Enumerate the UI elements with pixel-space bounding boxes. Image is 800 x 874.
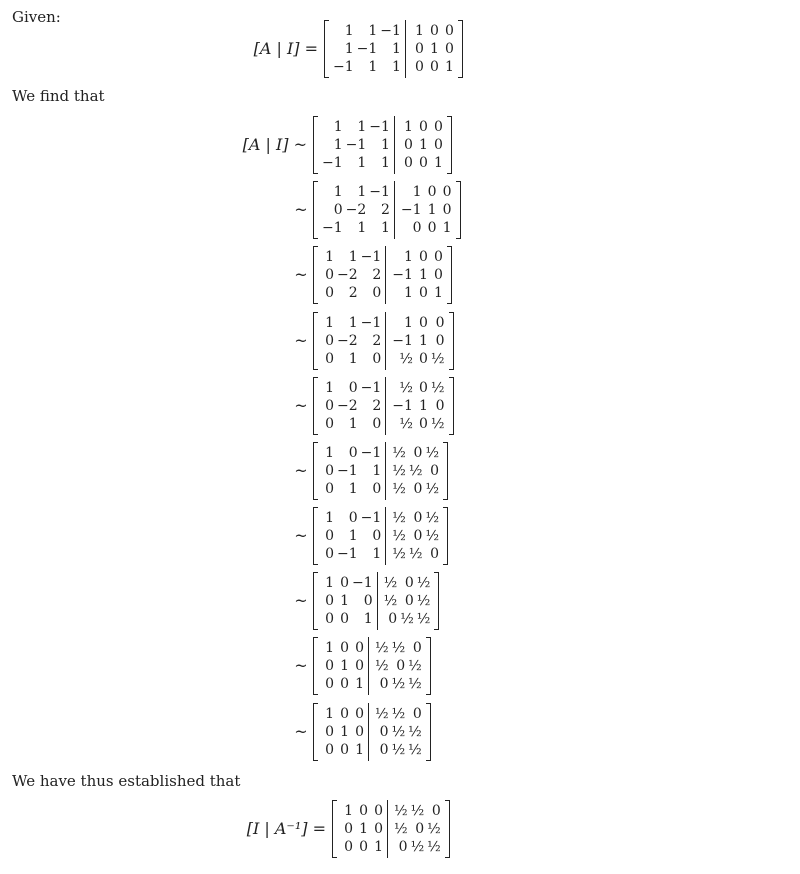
matrix-cell: 1 — [427, 202, 437, 218]
right-bracket — [447, 116, 452, 174]
augmented-matrix — [313, 246, 452, 304]
matrix-cell: 0 — [412, 640, 422, 656]
right-block — [386, 312, 448, 370]
matrix-cell: 0 — [412, 220, 422, 236]
left-block — [318, 246, 386, 304]
matrix-cell: 0 — [355, 658, 364, 674]
matrix-cell: ½ — [425, 481, 440, 497]
matrix-cell: ½ — [392, 463, 406, 479]
matrix-cell: ½ — [383, 593, 398, 609]
matrix-cell: ½ — [391, 640, 406, 656]
matrix-cell: 1 — [404, 315, 413, 331]
matrix-cell: 0 — [374, 803, 383, 819]
matrix-cell: 1 — [430, 41, 439, 57]
matrix-cell: 0 — [431, 803, 441, 819]
right-bracket — [458, 20, 463, 78]
matrix-cell: −1 — [337, 463, 358, 479]
equation-lhs: [I | A⁻¹] = — [246, 819, 326, 838]
matrix-cell: 0 — [442, 184, 452, 200]
matrix-cell: 0 — [372, 481, 382, 497]
matrix-cell: −1 — [322, 220, 343, 236]
matrix-cell: 2 — [372, 333, 382, 349]
matrix-cell: ½ — [394, 821, 408, 837]
matrix-cell: ½ — [410, 803, 425, 819]
matrix-cell: ½ — [416, 575, 431, 591]
matrix-cell: 0 — [419, 285, 428, 301]
matrix-cell: ½ — [416, 593, 431, 609]
matrix-cell: 0 — [372, 528, 382, 544]
matrix-cell: −1 — [380, 23, 401, 39]
right-block — [386, 377, 448, 435]
left-block — [318, 116, 395, 174]
matrix-cell: 0 — [415, 41, 424, 57]
left-block — [318, 181, 395, 239]
augmented-matrix — [332, 800, 450, 858]
matrix-cell: ½ — [392, 445, 406, 461]
matrix-cell: 0 — [325, 676, 334, 692]
matrix-cell: 1 — [381, 220, 390, 236]
matrix-cell: ½ — [425, 528, 440, 544]
matrix-cell: 0 — [442, 202, 452, 218]
matrix-cell: 1 — [325, 380, 334, 396]
find-label: We find that — [12, 87, 105, 105]
matrix-cell: 1 — [325, 640, 334, 656]
matrix-cell: 0 — [434, 267, 443, 283]
matrix-cell: −1 — [400, 202, 422, 218]
right-block — [386, 442, 443, 500]
matrix-cell: 0 — [413, 528, 423, 544]
matrix-cell: 1 — [348, 528, 358, 544]
matrix-cell: 1 — [419, 398, 428, 414]
matrix-cell: 0 — [333, 202, 343, 218]
matrix-cell: 0 — [374, 821, 383, 837]
matrix-cell: 2 — [372, 398, 382, 414]
matrix-cell: −2 — [345, 202, 367, 218]
matrix-cell: 1 — [348, 416, 358, 432]
matrix-cell: ½ — [425, 445, 440, 461]
matrix-cell: 0 — [340, 676, 349, 692]
matrix-cell: 1 — [434, 155, 443, 171]
matrix-cell: 1 — [363, 611, 373, 627]
matrix-cell: 0 — [435, 398, 445, 414]
matrix-cell: −1 — [360, 315, 382, 331]
matrix-cell: 0 — [325, 658, 334, 674]
left-block — [337, 800, 388, 858]
tilde-symbol: ~ — [294, 200, 308, 219]
matrix-cell: 0 — [372, 416, 382, 432]
tilde-symbol: ~ — [294, 265, 308, 284]
matrix-cell: 0 — [325, 546, 334, 562]
right-block — [369, 703, 426, 761]
matrix-cell: 1 — [445, 59, 454, 75]
matrix-cell: ½ — [375, 658, 389, 674]
matrix-cell: 0 — [445, 41, 454, 57]
matrix-cell: 0 — [413, 445, 423, 461]
matrix-cell: 1 — [392, 41, 401, 57]
matrix-cell: 1 — [355, 742, 364, 758]
matrix-cell: 1 — [348, 315, 358, 331]
right-bracket — [449, 312, 454, 370]
matrix-cell: 1 — [348, 351, 358, 367]
matrix-cell: 0 — [435, 315, 445, 331]
matrix-cell: 1 — [419, 267, 428, 283]
tilde-symbol: ~ — [294, 396, 308, 415]
matrix-cell: ½ — [399, 380, 413, 396]
matrix-cell: 0 — [398, 839, 408, 855]
left-block — [318, 377, 386, 435]
augmented-matrix — [313, 377, 454, 435]
matrix-cell: 1 — [419, 137, 428, 153]
left-block — [318, 442, 386, 500]
matrix-cell: 0 — [344, 839, 353, 855]
matrix-cell: 0 — [325, 611, 334, 627]
matrix-cell: ½ — [392, 481, 406, 497]
matrix-cell: 0 — [325, 351, 334, 367]
matrix-cell: 0 — [419, 351, 428, 367]
matrix-cell: −1 — [356, 41, 378, 57]
matrix-cell: 0 — [404, 593, 414, 609]
matrix-cell: −1 — [360, 380, 382, 396]
matrix-cell: 1 — [368, 59, 378, 75]
matrix-cell: 1 — [357, 220, 367, 236]
matrix-cell: ½ — [408, 742, 422, 758]
matrix-cell: 0 — [388, 611, 398, 627]
matrix-cell: ½ — [408, 676, 422, 692]
matrix-cell: −1 — [392, 398, 413, 414]
matrix-cell: 1 — [442, 220, 452, 236]
matrix-cell: 1 — [340, 593, 349, 609]
matrix-cell: 0 — [430, 546, 440, 562]
matrix-cell: 1 — [333, 184, 343, 200]
matrix-cell: 0 — [325, 724, 334, 740]
matrix-cell: 0 — [419, 315, 428, 331]
matrix-cell: 1 — [325, 249, 334, 265]
matrix-cell: 0 — [413, 510, 423, 526]
right-block — [369, 637, 426, 695]
right-block — [386, 246, 447, 304]
matrix-cell: ½ — [427, 839, 441, 855]
matrix-cell: 1 — [355, 676, 364, 692]
matrix-cell: 0 — [348, 510, 358, 526]
matrix-cell: −1 — [352, 575, 373, 591]
matrix-cell: −1 — [337, 546, 358, 562]
right-bracket — [447, 246, 452, 304]
matrix-cell: 1 — [340, 658, 349, 674]
matrix-cell: 0 — [379, 676, 389, 692]
matrix-cell: ½ — [408, 463, 423, 479]
equation-lhs: [A | I] = — [253, 39, 318, 58]
right-block — [395, 181, 456, 239]
matrix-cell: 1 — [325, 315, 334, 331]
tilde-symbol: ~ — [294, 722, 308, 741]
matrix-cell: 1 — [434, 285, 443, 301]
matrix-cell: 1 — [381, 155, 390, 171]
right-block — [378, 572, 435, 630]
matrix-cell: 0 — [325, 416, 334, 432]
matrix-cell: −1 — [392, 333, 413, 349]
matrix-cell: 0 — [413, 481, 423, 497]
matrix-cell: 0 — [325, 528, 334, 544]
matrix-cell: 0 — [325, 398, 334, 414]
matrix-cell: −2 — [337, 267, 358, 283]
matrix-cell: −1 — [322, 155, 343, 171]
augmented-matrix — [313, 116, 452, 174]
right-bracket — [443, 442, 448, 500]
right-bracket — [443, 507, 448, 565]
matrix-cell: 0 — [412, 706, 422, 722]
matrix-cell: 0 — [435, 333, 445, 349]
tilde-symbol: ~ — [294, 461, 308, 480]
augmented-matrix — [313, 181, 461, 239]
matrix-cell: 1 — [415, 23, 424, 39]
matrix-cell: ½ — [410, 839, 425, 855]
tilde-symbol: ~ — [294, 656, 308, 675]
matrix-cell: 0 — [419, 380, 428, 396]
matrix-cell: 1 — [419, 333, 428, 349]
matrix-cell: ½ — [399, 351, 413, 367]
matrix-cell: 0 — [379, 742, 389, 758]
matrix-cell: −1 — [360, 249, 382, 265]
matrix-cell: 2 — [381, 202, 390, 218]
matrix-cell: ½ — [375, 706, 389, 722]
matrix-cell: −1 — [360, 510, 382, 526]
matrix-cell: 1 — [359, 821, 368, 837]
matrix-cell: ½ — [427, 821, 441, 837]
matrix-cell: 0 — [325, 267, 334, 283]
matrix-cell: 1 — [333, 119, 343, 135]
matrix-cell: ½ — [391, 742, 406, 758]
augmented-matrix — [313, 507, 448, 565]
matrix-cell: 1 — [325, 510, 334, 526]
matrix-cell: 0 — [355, 640, 364, 656]
augmented-matrix — [313, 312, 454, 370]
matrix-cell: 0 — [344, 821, 353, 837]
matrix-cell: 0 — [325, 742, 334, 758]
matrix-cell: 0 — [430, 23, 439, 39]
matrix-cell: 0 — [359, 803, 368, 819]
matrix-cell: 1 — [381, 137, 390, 153]
given-label: Given: — [12, 8, 61, 26]
matrix-cell: 0 — [355, 724, 364, 740]
matrix-cell: 0 — [348, 380, 358, 396]
matrix-cell: ½ — [400, 611, 414, 627]
matrix-cell: 0 — [419, 416, 428, 432]
right-bracket — [434, 572, 439, 630]
augmented-matrix — [313, 703, 431, 761]
matrix-cell: 1 — [357, 155, 367, 171]
matrix-cell: 0 — [427, 220, 437, 236]
matrix-cell: ½ — [425, 510, 440, 526]
augmented-matrix — [313, 637, 431, 695]
matrix-cell: −1 — [392, 267, 413, 283]
right-bracket — [456, 181, 461, 239]
matrix-cell: ½ — [392, 528, 406, 544]
matrix-cell: 0 — [325, 333, 334, 349]
matrix-cell: 0 — [340, 742, 349, 758]
matrix-cell: ½ — [430, 380, 445, 396]
matrix-cell: 0 — [325, 593, 334, 609]
right-bracket — [449, 377, 454, 435]
matrix-cell: ½ — [430, 416, 445, 432]
matrix-cell: 1 — [412, 184, 422, 200]
matrix-cell: 0 — [404, 155, 413, 171]
matrix-cell: ½ — [399, 416, 413, 432]
matrix-cell: ½ — [416, 611, 431, 627]
right-block — [388, 800, 445, 858]
augmented-matrix — [313, 572, 439, 630]
matrix-cell: ½ — [391, 724, 406, 740]
matrix-cell: 0 — [434, 137, 443, 153]
matrix-cell: 1 — [372, 546, 382, 562]
left-block — [318, 703, 369, 761]
matrix-cell: 0 — [359, 839, 368, 855]
right-block — [406, 20, 458, 78]
tilde-symbol: ~ — [294, 526, 308, 545]
matrix-cell: 0 — [419, 119, 428, 135]
right-bracket — [426, 703, 431, 761]
matrix-cell: 0 — [325, 285, 334, 301]
matrix-cell: 1 — [357, 184, 367, 200]
matrix-cell: ½ — [394, 803, 408, 819]
left-block — [318, 312, 386, 370]
matrix-cell: ½ — [430, 351, 445, 367]
matrix-cell: 1 — [372, 463, 382, 479]
matrix-cell: 1 — [348, 481, 358, 497]
matrix-cell: ½ — [408, 724, 422, 740]
right-block — [386, 507, 443, 565]
matrix-cell: 1 — [404, 249, 413, 265]
matrix-cell: 0 — [415, 821, 425, 837]
matrix-cell: ½ — [383, 575, 398, 591]
matrix-cell: 0 — [430, 463, 440, 479]
matrix-cell: 0 — [325, 463, 334, 479]
matrix-cell: 0 — [415, 59, 424, 75]
matrix-cell: 1 — [392, 59, 401, 75]
matrix-cell: 0 — [445, 23, 454, 39]
left-block — [318, 637, 369, 695]
matrix-cell: −1 — [369, 184, 390, 200]
right-bracket — [426, 637, 431, 695]
matrix-cell: 1 — [325, 706, 334, 722]
matrix-cell: 0 — [363, 593, 373, 609]
matrix-cell: ½ — [408, 658, 422, 674]
matrix-cell: ½ — [392, 546, 406, 562]
matrix-cell: 1 — [340, 724, 349, 740]
matrix-cell: −1 — [333, 59, 354, 75]
matrix-cell: ½ — [391, 676, 406, 692]
matrix-cell: 1 — [325, 575, 334, 591]
matrix-cell: 1 — [368, 23, 378, 39]
matrix-cell: 1 — [325, 445, 334, 461]
matrix-cell: 1 — [404, 119, 413, 135]
matrix-cell: 0 — [372, 351, 382, 367]
matrix-cell: −1 — [345, 137, 367, 153]
left-block — [318, 507, 386, 565]
matrix-cell: 0 — [396, 658, 406, 674]
matrix-cell: 1 — [344, 41, 354, 57]
matrix-cell: 2 — [348, 285, 358, 301]
left-block — [329, 20, 406, 78]
tilde-symbol: ~ — [294, 591, 308, 610]
established-label: We have thus established that — [12, 772, 241, 790]
matrix-cell: 0 — [419, 249, 428, 265]
matrix-cell: 0 — [404, 575, 414, 591]
matrix-cell: 1 — [344, 23, 354, 39]
matrix-cell: −1 — [369, 119, 390, 135]
matrix-cell: ½ — [391, 706, 406, 722]
matrix-cell: 0 — [340, 640, 349, 656]
equation-lhs: [A | I] ~ — [242, 135, 307, 154]
matrix-cell: 0 — [325, 481, 334, 497]
matrix-cell: 0 — [430, 59, 439, 75]
matrix-cell: 0 — [404, 137, 413, 153]
right-block — [395, 116, 447, 174]
matrix-cell: 1 — [374, 839, 383, 855]
matrix-cell: 1 — [344, 803, 353, 819]
matrix-cell: 0 — [340, 575, 349, 591]
left-block — [318, 572, 378, 630]
matrix-cell: 0 — [348, 445, 358, 461]
matrix-cell: 1 — [333, 137, 343, 153]
matrix-cell: 0 — [355, 706, 364, 722]
matrix-cell: 1 — [404, 285, 413, 301]
tilde-symbol: ~ — [294, 331, 308, 350]
matrix-cell: 0 — [427, 184, 437, 200]
matrix-cell: 0 — [372, 285, 382, 301]
matrix-cell: 1 — [348, 249, 358, 265]
matrix-cell: 0 — [434, 249, 443, 265]
matrix-cell: −2 — [337, 333, 358, 349]
matrix-cell: 0 — [434, 119, 443, 135]
matrix-cell: −2 — [337, 398, 358, 414]
matrix-cell: 0 — [379, 724, 389, 740]
matrix-cell: 0 — [340, 611, 349, 627]
augmented-matrix — [313, 442, 448, 500]
matrix-cell: ½ — [375, 640, 389, 656]
matrix-cell: 0 — [419, 155, 428, 171]
matrix-cell: ½ — [408, 546, 423, 562]
matrix-cell: ½ — [392, 510, 406, 526]
matrix-cell: 2 — [372, 267, 382, 283]
right-bracket — [445, 800, 450, 858]
augmented-matrix — [324, 20, 463, 78]
matrix-cell: −1 — [360, 445, 382, 461]
matrix-cell: 0 — [340, 706, 349, 722]
matrix-cell: 1 — [357, 119, 367, 135]
